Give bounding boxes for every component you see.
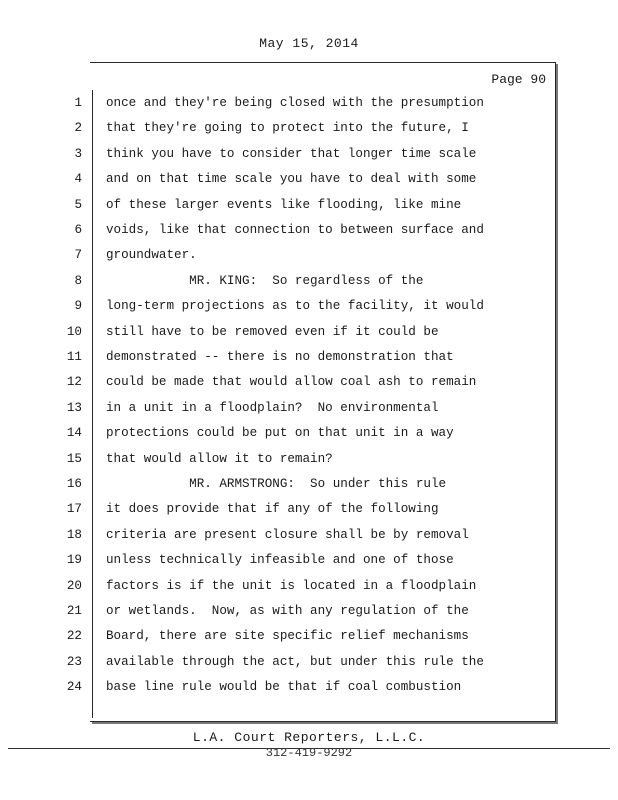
line-number: 24	[66, 680, 82, 695]
line-text: unless technically infeasible and one of those	[106, 553, 454, 568]
transcript-line	[0, 576, 560, 596]
line-number: 21	[66, 604, 82, 618]
line-number: 23	[66, 654, 82, 669]
line-text: and on that time scale you have to deal with some	[106, 172, 477, 187]
line-text: think you have to consider that longer time scale	[106, 146, 477, 161]
line-number: 18	[66, 527, 82, 542]
line-number: 20	[66, 578, 82, 593]
line-number: 7	[74, 248, 82, 263]
transcript-line	[0, 398, 560, 418]
transcript-line	[0, 677, 560, 697]
transcript-line	[0, 449, 560, 469]
line-text: available through the act, but under this rule the	[106, 654, 484, 669]
line-text: protections could be put on that unit in a way	[106, 426, 454, 441]
transcript-line	[0, 652, 560, 672]
transcript-line	[0, 499, 560, 519]
line-text: it does provide that if any of the following	[106, 502, 439, 517]
line-number: 4	[74, 172, 82, 187]
line-number: 13	[66, 400, 82, 415]
line-number: 22	[66, 629, 82, 644]
line-number: 12	[66, 375, 82, 390]
page-number: Page 90	[491, 72, 546, 87]
line-text: or wetlands. Now, as with any regulation of the	[106, 604, 469, 618]
line-number: 8	[74, 273, 82, 288]
transcript-line	[0, 372, 560, 392]
transcript-line	[0, 525, 560, 545]
transcript-line	[0, 347, 560, 367]
line-text: that they're going to protect into the future, I	[106, 121, 469, 136]
line-text: still have to be removed even if it could be	[106, 324, 439, 339]
line-text: MR. ARMSTRONG: So under this rule	[106, 477, 447, 491]
line-text: factors is if the unit is located in a floodplain	[106, 578, 477, 593]
transcript-line	[0, 322, 560, 342]
line-number: 19	[66, 553, 82, 568]
line-text: voids, like that connection to between surface and	[106, 223, 484, 237]
transcript-line	[0, 296, 560, 316]
transcript-line	[0, 271, 560, 291]
line-text: once and they're being closed with the presumption	[106, 96, 484, 110]
transcript-line	[0, 550, 560, 570]
line-text: that would allow it to remain?	[106, 451, 333, 466]
line-text: base line rule would be that if coal combustion	[106, 680, 462, 695]
line-text: in a unit in a floodplain? No environmental	[106, 400, 439, 415]
transcript-line	[0, 118, 560, 138]
line-number: 16	[66, 477, 82, 491]
line-number: 5	[74, 197, 82, 212]
line-text: Board, there are site specific relief mechanisms	[106, 629, 469, 644]
line-number: 9	[74, 299, 82, 314]
transcript-line	[0, 245, 560, 265]
line-text: long-term projections as to the facility, it would	[106, 299, 484, 314]
transcript-line	[0, 423, 560, 443]
line-number: 15	[66, 451, 82, 466]
transcript-line	[0, 195, 560, 215]
transcript-line	[0, 144, 560, 164]
line-number: 6	[74, 223, 82, 237]
transcript-date: May 15, 2014	[259, 36, 359, 51]
transcript-line	[0, 93, 560, 113]
transcript-line	[0, 626, 560, 646]
line-number: 17	[66, 502, 82, 517]
transcript-line	[0, 220, 560, 240]
transcript-line	[0, 169, 560, 189]
line-text: groundwater.	[106, 248, 197, 263]
line-text: of these larger events like flooding, like mine	[106, 197, 462, 212]
line-number: 10	[66, 324, 82, 339]
line-number: 11	[66, 350, 82, 364]
footer-company: L.A. Court Reporters, L.L.C.	[192, 730, 426, 745]
line-number: 3	[74, 146, 82, 161]
line-text: demonstrated -- there is no demonstration that	[106, 350, 454, 364]
transcript-line	[0, 474, 560, 494]
line-text: could be made that would allow coal ash to remain	[106, 375, 477, 390]
transcript-line	[0, 601, 560, 621]
line-number: 1	[74, 96, 82, 110]
line-number: 2	[74, 121, 82, 136]
line-text: MR. KING: So regardless of the	[106, 273, 424, 288]
line-text: criteria are present closure shall be by removal	[106, 527, 469, 542]
line-number: 14	[66, 426, 82, 441]
footer-phone: 312-419-9292	[265, 746, 353, 760]
